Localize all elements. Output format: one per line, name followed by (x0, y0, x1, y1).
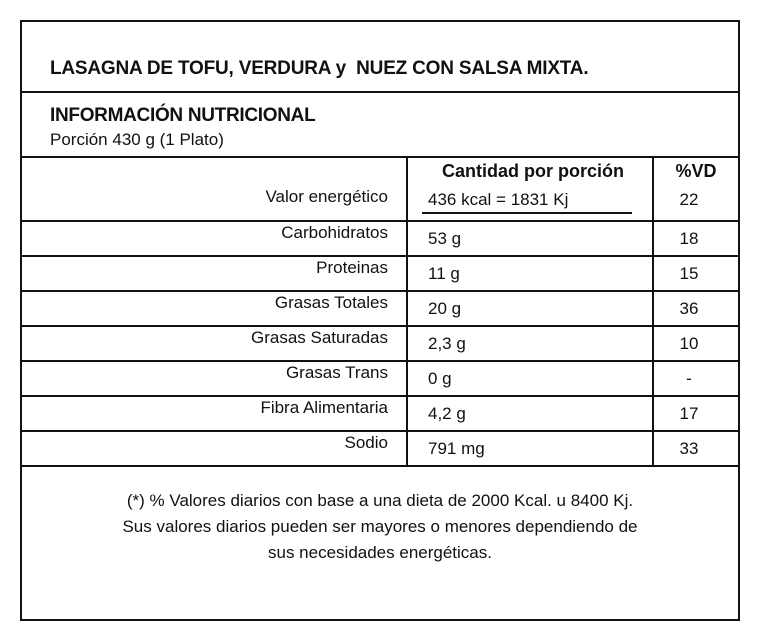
row-divider (22, 290, 738, 292)
nutrient-amount: 53 g (428, 229, 462, 248)
nutrient-amount: 4,2 g (428, 404, 466, 423)
footnote-line: sus necesidades energéticas. (268, 543, 492, 562)
table-bottom-divider (22, 465, 738, 467)
nutrient-amount: 20 g (428, 299, 462, 318)
nutrient-name: Grasas Totales (274, 293, 388, 312)
nutrition-label (20, 20, 740, 621)
nutrient-name: Fibra Alimentaria (260, 398, 388, 417)
nutrient-daily-value: 18 (679, 229, 699, 248)
portion-size: Porción 430 g (1 Plato) (50, 130, 224, 149)
energy-underline (422, 212, 632, 214)
table-top-divider (22, 156, 738, 158)
nutrient-daily-value: - (686, 369, 692, 388)
row-divider (22, 430, 738, 432)
header-daily-value: %VD (675, 161, 717, 181)
nutrient-daily-value: 36 (679, 299, 699, 318)
footnote-line: Sus valores diarios pueden ser mayores o menores dependiendo de (122, 517, 638, 536)
nutrient-daily-value: 33 (679, 439, 699, 458)
nutrient-daily-value: 10 (679, 334, 699, 353)
section-heading: INFORMACIÓN NUTRICIONAL (50, 105, 316, 126)
column-divider-amount (406, 156, 408, 465)
title-divider (22, 91, 738, 93)
nutrient-daily-value: 22 (679, 190, 699, 209)
nutrient-amount: 11 g (428, 264, 460, 283)
footnote (22, 488, 738, 566)
footnote-line: (*) % Valores diarios con base a una dieta de 2000 Kcal. u 8400 Kj. (126, 491, 634, 510)
row-divider (22, 395, 738, 397)
row-divider (22, 360, 738, 362)
nutrient-name: Proteinas (316, 258, 388, 277)
nutrient-daily-value: 17 (679, 404, 699, 423)
nutrient-name: Sodio (344, 433, 388, 452)
product-title: LASAGNA DE TOFU, VERDURA y NUEZ CON SALSA MIXTA. (50, 58, 589, 79)
nutrient-name: Valor energético (265, 187, 388, 206)
nutrient-daily-value: 15 (679, 264, 699, 283)
row-divider (22, 220, 738, 222)
nutrient-amount: 436 kcal = 1831 Kj (428, 190, 569, 209)
row-divider (22, 325, 738, 327)
nutrient-name: Grasas Trans (285, 363, 388, 382)
header-amount-per-serving: Cantidad por porción (442, 161, 624, 181)
nutrient-amount: 791 mg (428, 439, 485, 458)
nutrient-name: Grasas Saturadas (250, 328, 388, 347)
row-divider (22, 255, 738, 257)
nutrient-amount: 0 g (428, 369, 452, 388)
nutrient-name: Carbohidratos (281, 223, 388, 242)
nutrient-amount: 2,3 g (428, 334, 466, 353)
